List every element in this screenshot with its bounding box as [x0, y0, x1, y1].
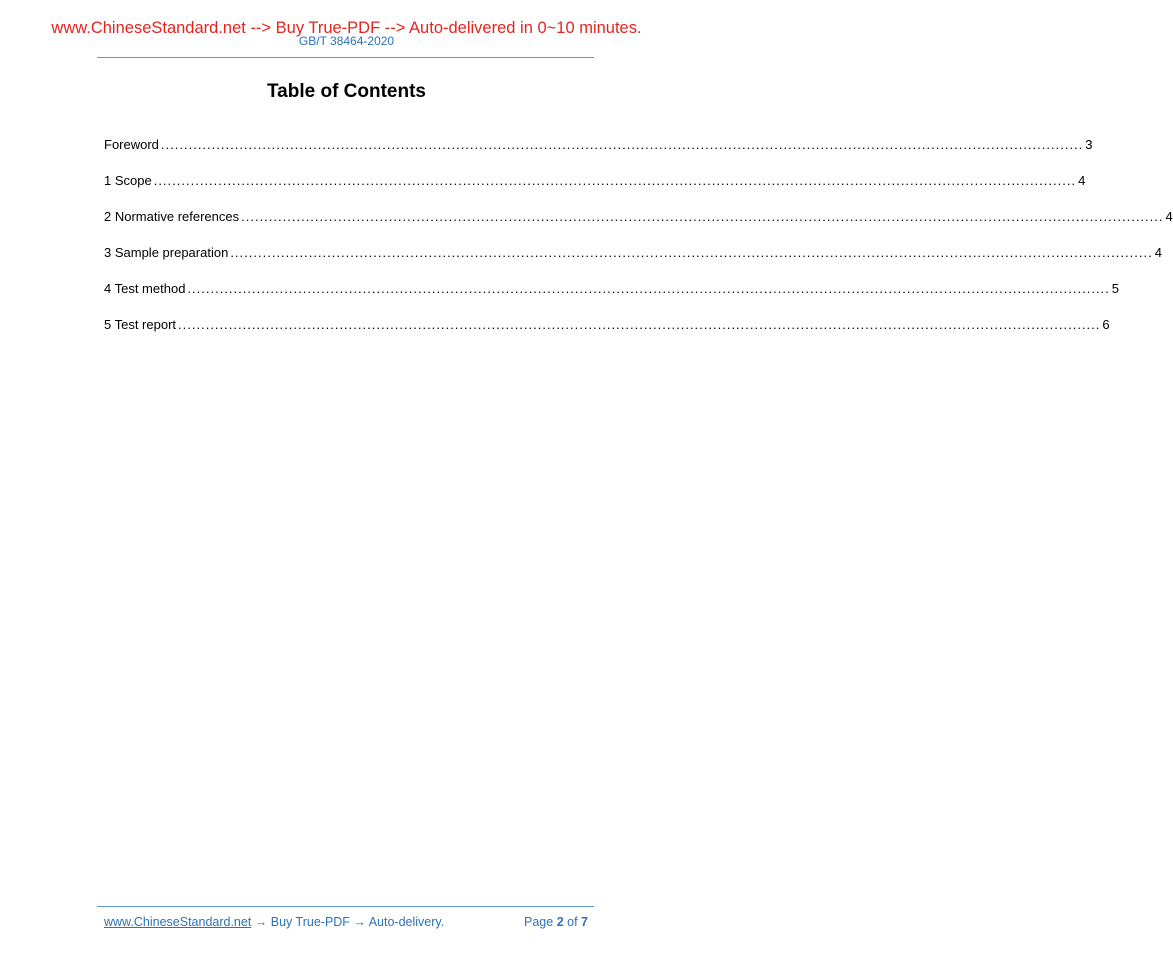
header-divider [97, 57, 594, 58]
toc-entry-label: Foreword [104, 137, 159, 152]
toc-entry-label: 1 Scope [104, 173, 152, 188]
of-word: of [567, 915, 578, 929]
header-banner[interactable]: www.ChineseStandard.net --> Buy True-PDF --> Auto-delivered in 0~10 minutes. [51, 19, 642, 37]
footer-site-link[interactable]: www.ChineseStandard.net [104, 915, 252, 929]
toc-entry-normative-references[interactable] [104, 209, 1173, 245]
toc-leader-dots: ........................................................................................................................................................................................................ [160, 137, 1084, 152]
toc-leader-dots: ........................................................................................................................................................................................................ [187, 281, 1110, 296]
footer-divider [97, 906, 594, 907]
toc-entry-test-method[interactable] [104, 281, 1120, 317]
toc-entry-page: 3 [1085, 137, 1093, 152]
page-current: 2 [556, 915, 564, 929]
toc-entry-label: 3 Sample preparation [104, 245, 229, 260]
page-word: Page [524, 915, 554, 929]
toc-leader-dots: ........................................................................................................................................................................................................ [178, 317, 1101, 332]
page-indicator [524, 915, 588, 929]
page-total: 7 [581, 915, 588, 929]
toc-leader-dots: ........................................................................................................................................................................................................ [153, 173, 1077, 188]
toc-entry-page: 6 [1102, 317, 1110, 332]
toc-entry-foreword[interactable] [104, 137, 1093, 173]
toc-leader-dots: ........................................................................................................................................................................................................ [230, 245, 1153, 260]
footer-tagline: → Buy True-PDF → Auto-delivery. [251, 915, 445, 929]
toc-entry-sample-preparation[interactable] [104, 245, 1162, 281]
toc-entry-label: 4 Test method [104, 281, 186, 296]
toc-entry-label: 2 Normative references [104, 209, 240, 224]
standard-number: GB/T 38464-2020 [298, 34, 395, 48]
toc-leader-dots: ........................................................................................................................................................................................................ [241, 209, 1164, 224]
toc-entry-page: 4 [1078, 173, 1086, 188]
footer-promo [104, 915, 444, 929]
toc-list [104, 137, 1173, 353]
toc-entry-page: 5 [1111, 281, 1120, 296]
toc-entry-test-report[interactable] [104, 317, 1110, 353]
toc-title: Table of Contents [266, 81, 427, 102]
toc-entry-page: 4 [1154, 245, 1162, 260]
toc-entry-page: 4 [1165, 209, 1173, 224]
toc-entry-scope[interactable] [104, 173, 1086, 209]
toc-entry-label: 5 Test report [104, 317, 177, 332]
